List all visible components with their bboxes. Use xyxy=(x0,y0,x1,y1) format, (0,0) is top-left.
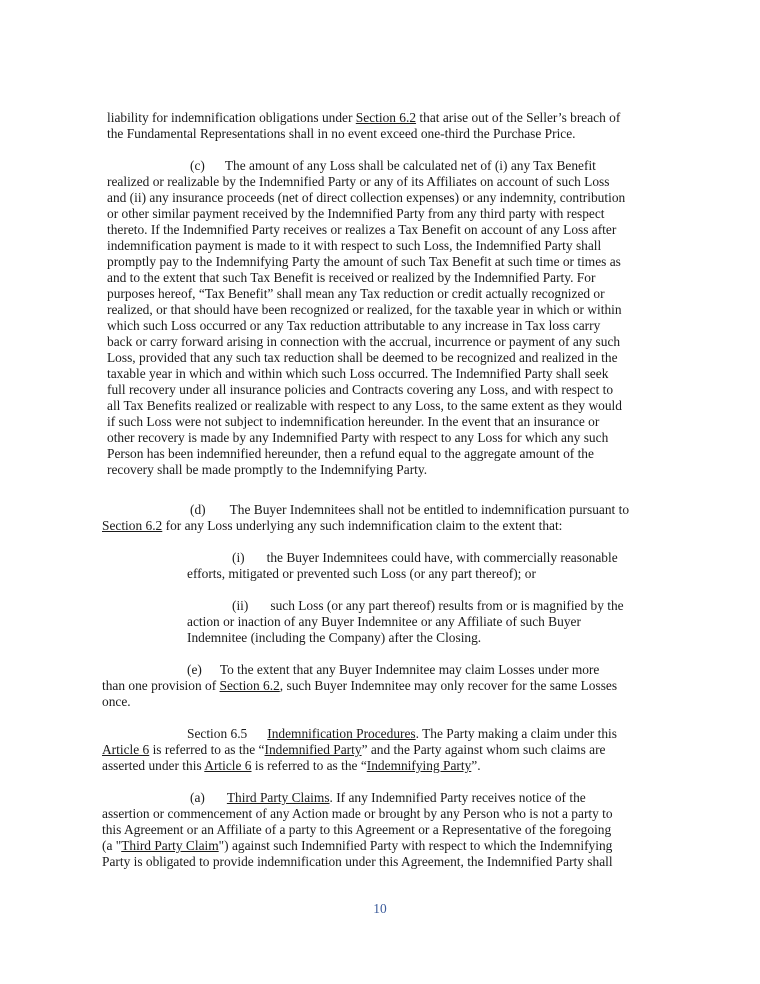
text-run: full recovery under all insurance policies and Contracts covering any Loss, and with respect to xyxy=(107,382,614,397)
text-run: ") against such Indemnified Party with respect to which the Indemnifying xyxy=(218,838,613,853)
text-run: indemnification payment is made to it with respect to such Loss, the Indemnified Party shall xyxy=(107,238,602,253)
text-run: than one provision of xyxy=(102,678,220,693)
cross-reference: Section 6.2 xyxy=(102,518,163,533)
text-run: thereto. If the Indemnified Party receives or realizes a Tax Benefit on account of any Loss after xyxy=(107,222,617,237)
text-line xyxy=(107,446,594,462)
text-line xyxy=(107,398,622,414)
page-number: 10 xyxy=(373,901,387,916)
text-line xyxy=(190,158,596,174)
text-run: realized or realizable by the Indemnified Party or any of its Affiliates on account of such Loss xyxy=(107,174,610,189)
text-run: Indemnitee (including the Company) after the Closing. xyxy=(187,630,482,645)
text-line xyxy=(107,286,605,302)
text-run: for any Loss underlying any such indemnification claim to the extent that: xyxy=(162,518,563,533)
text-line xyxy=(190,502,629,518)
text-run: (e) xyxy=(187,662,202,677)
text-run: Loss, provided that any such tax reduction shall be deemed to be recognized and realized in the xyxy=(107,350,618,365)
text-line xyxy=(107,174,609,190)
cross-reference: Indemnifying Party xyxy=(366,758,472,773)
text-run: (a) xyxy=(190,790,205,805)
text-run: To the extent that any Buyer Indemnitee may claim Losses under more xyxy=(219,662,600,677)
text-run: all Tax Benefits realized or realizable with respect to any Loss, to the same extent as they would xyxy=(107,398,622,413)
text-run: such Loss (or any part thereof) results from or is magnified by the xyxy=(270,598,624,613)
cross-reference: Indemnified Party xyxy=(264,742,362,757)
text-line xyxy=(107,110,620,126)
text-run: (a " xyxy=(102,838,122,853)
text-line xyxy=(187,726,617,742)
text-line xyxy=(107,366,608,382)
text-line xyxy=(232,550,618,566)
text-line xyxy=(107,270,595,286)
text-run: purposes hereof, “Tax Benefit” shall mean any Tax reduction or credit actually recognized or xyxy=(107,286,605,301)
text-run: realized, or that should have been recognized or realized, for the taxable year in which or within xyxy=(107,302,622,317)
text-line xyxy=(107,302,622,318)
text-line xyxy=(107,382,613,398)
text-run: asserted under this xyxy=(102,758,205,773)
text-line xyxy=(107,414,599,430)
text-line xyxy=(107,206,605,222)
text-line xyxy=(102,678,617,694)
text-line xyxy=(187,566,536,582)
cross-reference: Third Party Claims xyxy=(226,790,330,805)
text-line xyxy=(190,790,586,806)
text-line xyxy=(102,838,612,854)
text-run: . The Party making a claim under this xyxy=(415,726,617,741)
text-run: or other similar payment received by the Indemnified Party from any third party with respect xyxy=(107,206,605,221)
text-line xyxy=(102,854,613,870)
text-run: action or inaction of any Buyer Indemnitee or any Affiliate of such Buyer xyxy=(187,614,581,629)
text-line xyxy=(107,190,625,206)
text-run: this Agreement or an Affiliate of a party to this Agreement or a Representative of the foregoing xyxy=(102,822,612,837)
text-run: the Buyer Indemnitees could have, with commercially reasonable xyxy=(266,550,618,565)
text-run: that arise out of the Seller’s breach of xyxy=(416,110,621,125)
text-line xyxy=(187,630,481,646)
text-run: Person has been indemnified hereunder, then a refund equal to the aggregate amount of the xyxy=(107,446,594,461)
text-line xyxy=(107,318,600,334)
text-line xyxy=(107,254,621,270)
text-run: is referred to as the “ xyxy=(149,742,265,757)
text-run: , such Buyer Indemnitee may only recover for the same Losses xyxy=(279,678,618,693)
text-run: ”. xyxy=(471,758,481,773)
text-run: (i) xyxy=(232,550,245,565)
text-run: promptly pay to the Indemnifying Party the amount of such Tax Benefit at such time or times as xyxy=(107,254,621,269)
text-run: recovery shall be made promptly to the Indemnifying Party. xyxy=(107,462,428,477)
text-line xyxy=(102,694,131,710)
cross-reference: Indemnification Procedures xyxy=(267,726,416,741)
text-line xyxy=(107,462,427,478)
text-run: Section 6.5 xyxy=(187,726,248,741)
text-run: which such Loss occurred or any Tax reduction attributable to any increase in Tax loss carry xyxy=(107,318,601,333)
text-run: ” and the Party against whom such claims are xyxy=(361,742,606,757)
text-line xyxy=(102,742,606,758)
cross-reference: Third Party Claim xyxy=(121,838,219,853)
text-line xyxy=(107,238,601,254)
text-run: The Buyer Indemnitees shall not be entitled to indemnification pursuant to xyxy=(229,502,630,517)
text-run: taxable year in which and within which such Loss occurred. The Indemnified Party shall seek xyxy=(107,366,609,381)
cross-reference: Article 6 xyxy=(102,742,150,757)
text-run: is referred to as the “ xyxy=(251,758,367,773)
text-run: and (ii) any insurance proceeds (net of direct collection expenses) or any indemnity, contribution xyxy=(107,190,626,205)
text-run: once. xyxy=(102,694,131,709)
text-run: The amount of any Loss shall be calculated net of (i) any Tax Benefit xyxy=(224,158,596,173)
cross-reference: Section 6.2 xyxy=(219,678,280,693)
text-line xyxy=(232,598,624,614)
text-run: (ii) xyxy=(232,598,249,613)
text-run: other recovery is made by any Indemnified Party with respect to any Loss for which any such xyxy=(107,430,609,445)
cross-reference: Article 6 xyxy=(204,758,252,773)
text-run: liability for indemnification obligations under xyxy=(107,110,356,125)
text-line xyxy=(107,126,576,142)
text-run: efforts, mitigated or prevented such Loss (or any part thereof); or xyxy=(187,566,536,581)
text-run: if such Loss were not subject to indemnification hereunder. In the event that an insurance or xyxy=(107,414,600,429)
text-line xyxy=(107,222,616,238)
text-line xyxy=(102,822,611,838)
text-run: and to the extent that such Tax Benefit is received or realized by the Indemnified Party. For xyxy=(107,270,596,285)
text-line xyxy=(102,518,562,534)
text-run: (c) xyxy=(190,158,205,173)
text-run: assertion or commencement of any Action made or brought by any Person who is not a party to xyxy=(102,806,613,821)
text-line xyxy=(187,614,581,630)
text-line xyxy=(107,350,618,366)
text-run: Party is obligated to provide indemnification under this Agreement, the Indemnified Party shall xyxy=(102,854,613,869)
text-run: back or carry forward arising in connection with the accrual, incurrence or payment of any such xyxy=(107,334,621,349)
text-line xyxy=(187,662,599,678)
text-run: (d) xyxy=(190,502,206,517)
text-line xyxy=(102,758,481,774)
text-run: the Fundamental Representations shall in no event exceed one-third the Purchase Price. xyxy=(107,126,576,141)
text-line xyxy=(102,806,613,822)
text-line xyxy=(107,334,620,350)
text-run: . If any Indemnified Party receives notice of the xyxy=(329,790,586,805)
text-line xyxy=(107,430,608,446)
cross-reference: Section 6.2 xyxy=(355,110,417,125)
